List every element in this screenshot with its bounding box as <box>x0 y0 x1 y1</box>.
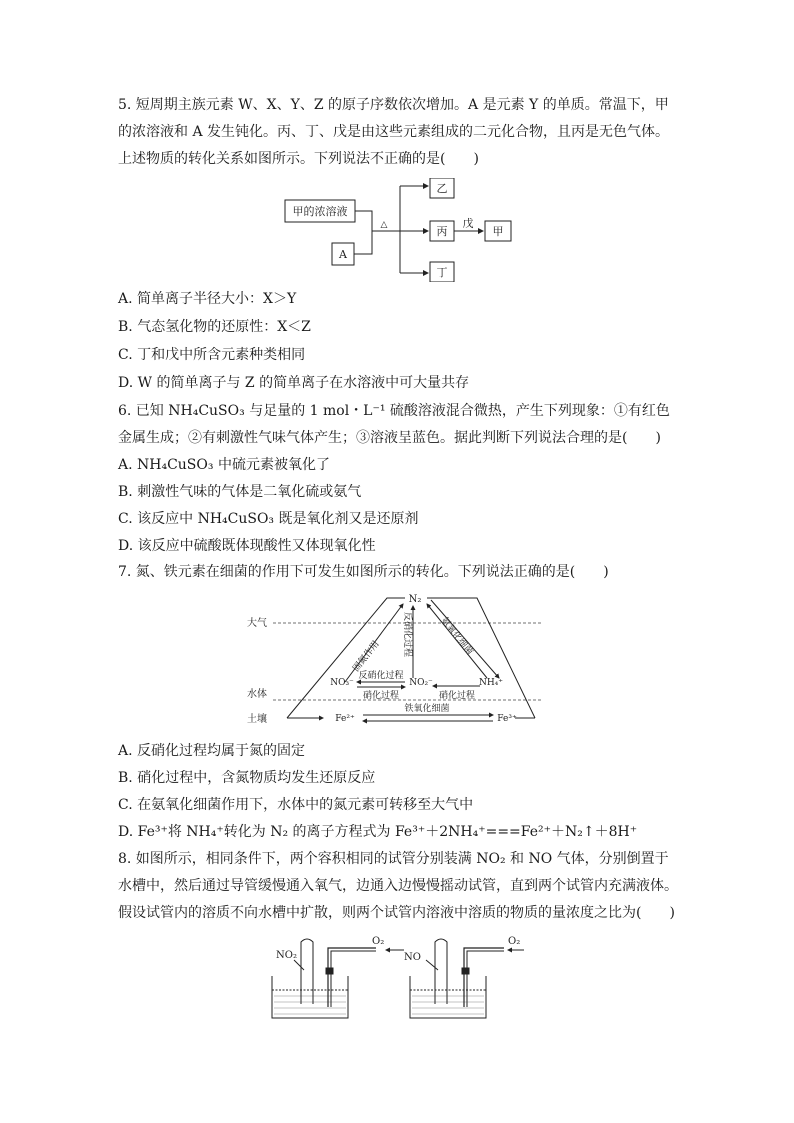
label-gas-left: NO₂ <box>276 950 297 961</box>
q6-option-a: A. NH₄CuSO₃ 中硫元素被氧化了 <box>118 457 330 473</box>
label-no2: NO₂⁻ <box>409 678 433 688</box>
question-8-text: 8. 如图所示，相同条件下，两个容积相同的试管分别装满 NO₂ 和 NO 气体，分别倒置于水槽中，然后通过导管缓慢通入氧气，边通入边慢慢摇动试管，直到两个试管内充满液体。假设试管内的溶质不向水槽中扩散，则两个试管内溶液中溶质的物质的量浓度之比为( ) <box>118 851 678 921</box>
label-o2-right: O₂ <box>508 936 521 947</box>
q5-option-a: A. 简单离子半径大小：X＞Y <box>118 291 297 307</box>
label-gas-right: NO <box>404 952 421 963</box>
label-nh4: NH₄⁺ <box>478 678 504 688</box>
label-denitrification: 反硝化过程 <box>358 671 404 681</box>
question-7-text: 7. 氮、铁元素在细菌的作用下可发生如图所示的转化。下列说法正确的是( ) <box>118 564 609 580</box>
label-a: A <box>339 248 347 261</box>
label-center-vertical: 反硝化过程 <box>402 612 412 658</box>
question-8-diagram <box>268 932 538 1022</box>
apparatus-right <box>410 939 524 1018</box>
label-right-slant: 氨氧化细菌 <box>438 615 475 658</box>
q6-option-b: B. 刺激性气味的气体是二氧化硫或氨气 <box>118 484 362 500</box>
q7-option-d: D. Fe³⁺将 NH₄⁺转化为 N₂ 的离子方程式为 Fe³⁺＋2NH₄⁺===Fe²⁺＋N₂↑＋8H⁺ <box>118 824 638 840</box>
label-wu: 戊 <box>462 217 474 230</box>
label-bing: 丙 <box>436 225 448 238</box>
q7-option-b: B. 硝化过程中，含氮物质均发生还原反应 <box>118 770 376 786</box>
label-jia-conc: 甲的浓溶液 <box>292 205 348 218</box>
question-8-stem <box>118 846 678 927</box>
label-jia: 甲 <box>492 225 504 238</box>
label-ding: 丁 <box>436 266 448 279</box>
label-o2-left: O₂ <box>372 936 385 947</box>
label-water: 水体 <box>247 689 267 700</box>
question-7-diagram <box>245 590 545 730</box>
question-5-diagram <box>280 178 520 282</box>
q6-option-d: D. 该反应中硫酸既体现酸性又体现氧化性 <box>118 538 376 554</box>
label-delta: △ <box>380 220 388 230</box>
label-nitrification-left: 硝化过程 <box>362 691 400 701</box>
q7-option-c: C. 在氨氧化细菌作用下，水体中的氮元素可转移至大气中 <box>118 797 474 813</box>
label-atmosphere: 大气 <box>247 618 267 629</box>
question-7-stem <box>118 559 678 586</box>
q7-option-a: A. 反硝化过程均属于氮的固定 <box>118 743 306 759</box>
label-n2: N₂ <box>408 594 422 605</box>
q6-option-c: C. 该反应中 NH₄CuSO₃ 既是氧化剂又是还原剂 <box>118 511 419 527</box>
label-left-slant: 固氮作用 <box>351 639 382 674</box>
label-iron-bacteria: 铁氧化细菌 <box>404 704 450 714</box>
question-5-text: 5. 短周期主族元素 W、X、Y、Z 的原子序数依次增加。A 是元素 Y 的单质。常温下，甲的浓溶液和 A 发生钝化。丙、丁、戊是由这些元素组成的二元化合物，且丙是无色气体。上述物质的转化关系如图所示。下列说法不正确的是( ) <box>118 97 670 167</box>
q5-option-c: C. 丁和戊中所含元素种类相同 <box>118 347 306 363</box>
label-fe2: Fe²⁺ <box>335 714 355 724</box>
label-nitrification-right: 硝化过程 <box>438 691 476 701</box>
question-6-text: 6. 已知 NH₄CuSO₃ 与足量的 1 mol・L⁻¹ 硫酸溶液混合微热，产生下列现象：①有红色金属生成；②有刺激性气味气体产生；③溶液呈蓝色。据此判断下列说法合理的是( ) <box>118 403 670 446</box>
q5-option-b: B. 气态氢化物的还原性：X＜Z <box>118 319 311 335</box>
q5-option-d: D. W 的简单离子与 Z 的简单离子在水溶液中可大量共存 <box>118 375 470 391</box>
label-soil: 土壤 <box>247 714 267 725</box>
label-fe3: Fe³⁺ <box>497 714 517 724</box>
label-yi: 乙 <box>436 182 448 195</box>
question-5-stem <box>118 92 678 173</box>
question-6-stem <box>118 398 678 452</box>
label-no3: NO₃⁻ <box>330 678 354 688</box>
